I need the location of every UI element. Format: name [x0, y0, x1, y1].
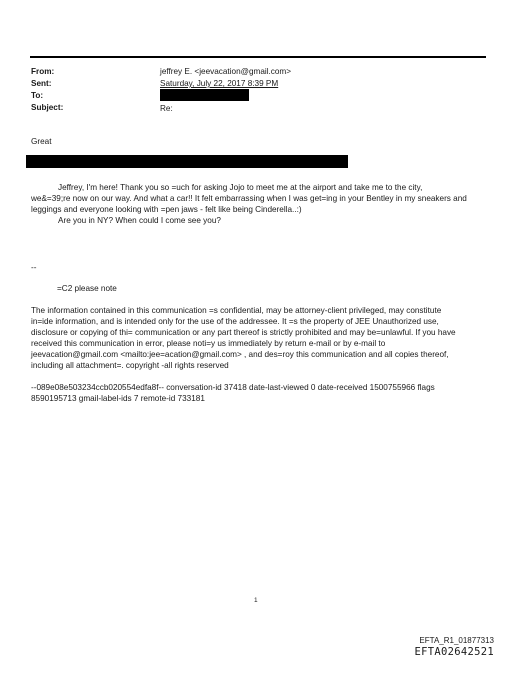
sent-label: Sent: [31, 79, 52, 88]
metadata-line: --089e08e503234ccb020554edfa8f-- conversation-id 37418 date-last-viewed 0 date-received 1500755966 flags [31, 383, 435, 392]
subject-value: Re: [160, 104, 173, 113]
bates-label-primary: EFTA_R1_01877313 [419, 636, 494, 645]
greeting: Great [31, 137, 52, 146]
to-redaction [160, 89, 249, 101]
disclaimer-line: jeevacation@gmail.com <mailto:jee=acation@gmail.com> , and des=roy this communication and all copies thereof, [31, 350, 449, 359]
page-number: 1 [254, 597, 258, 604]
note-line: =C2 please note [57, 284, 117, 293]
from-label: From: [31, 67, 55, 76]
subject-label: Subject: [31, 103, 64, 112]
to-label: To: [31, 91, 44, 100]
message-line: we&=39;re now on our way. And what a car!! It felt embarrassing when I was get=ing in your Bentley in my sneakers and [31, 194, 467, 203]
message-line: leggings and everyone looking with =pen jaws - felt like being Cinderella..:) [31, 205, 302, 214]
disclaimer-line: disclosure or copying of thi= communication or any part thereof is strictly prohibited and may be=unlawful. If you have [31, 328, 456, 337]
signature-dash: -- [31, 263, 37, 272]
metadata-line: 8590195713 gmail-label-ids 7 remote-id 733181 [31, 394, 205, 403]
disclaimer-line: The information contained in this communication =s confidential, may be attorney-client privileged, may constitute [31, 306, 442, 315]
header-rule [30, 56, 486, 58]
message-line: Jeffrey, I'm here! Thank you so =uch for asking Jojo to meet me at the airport and take me to the city, [58, 183, 423, 192]
message-line: Are you in NY? When could I come see you? [58, 216, 221, 225]
disclaimer-line: in=ide information, and is intended only for the use of the addressee. It =s the property of JEE Unauthorized use, [31, 317, 439, 326]
disclaimer-line: including all attachment=. copyright -all rights reserved [31, 361, 229, 370]
disclaimer-line: received this communication in error, please noti=y us immediately by return e-mail or by e-mail to [31, 339, 386, 348]
bates-label-secondary: EFTA02642521 [414, 646, 494, 658]
sent-value: Saturday, July 22, 2017 8:39 PM [160, 79, 279, 88]
from-value: jeffrey E. <jeevacation@gmail.com> [160, 67, 292, 76]
body-redaction [26, 155, 348, 168]
